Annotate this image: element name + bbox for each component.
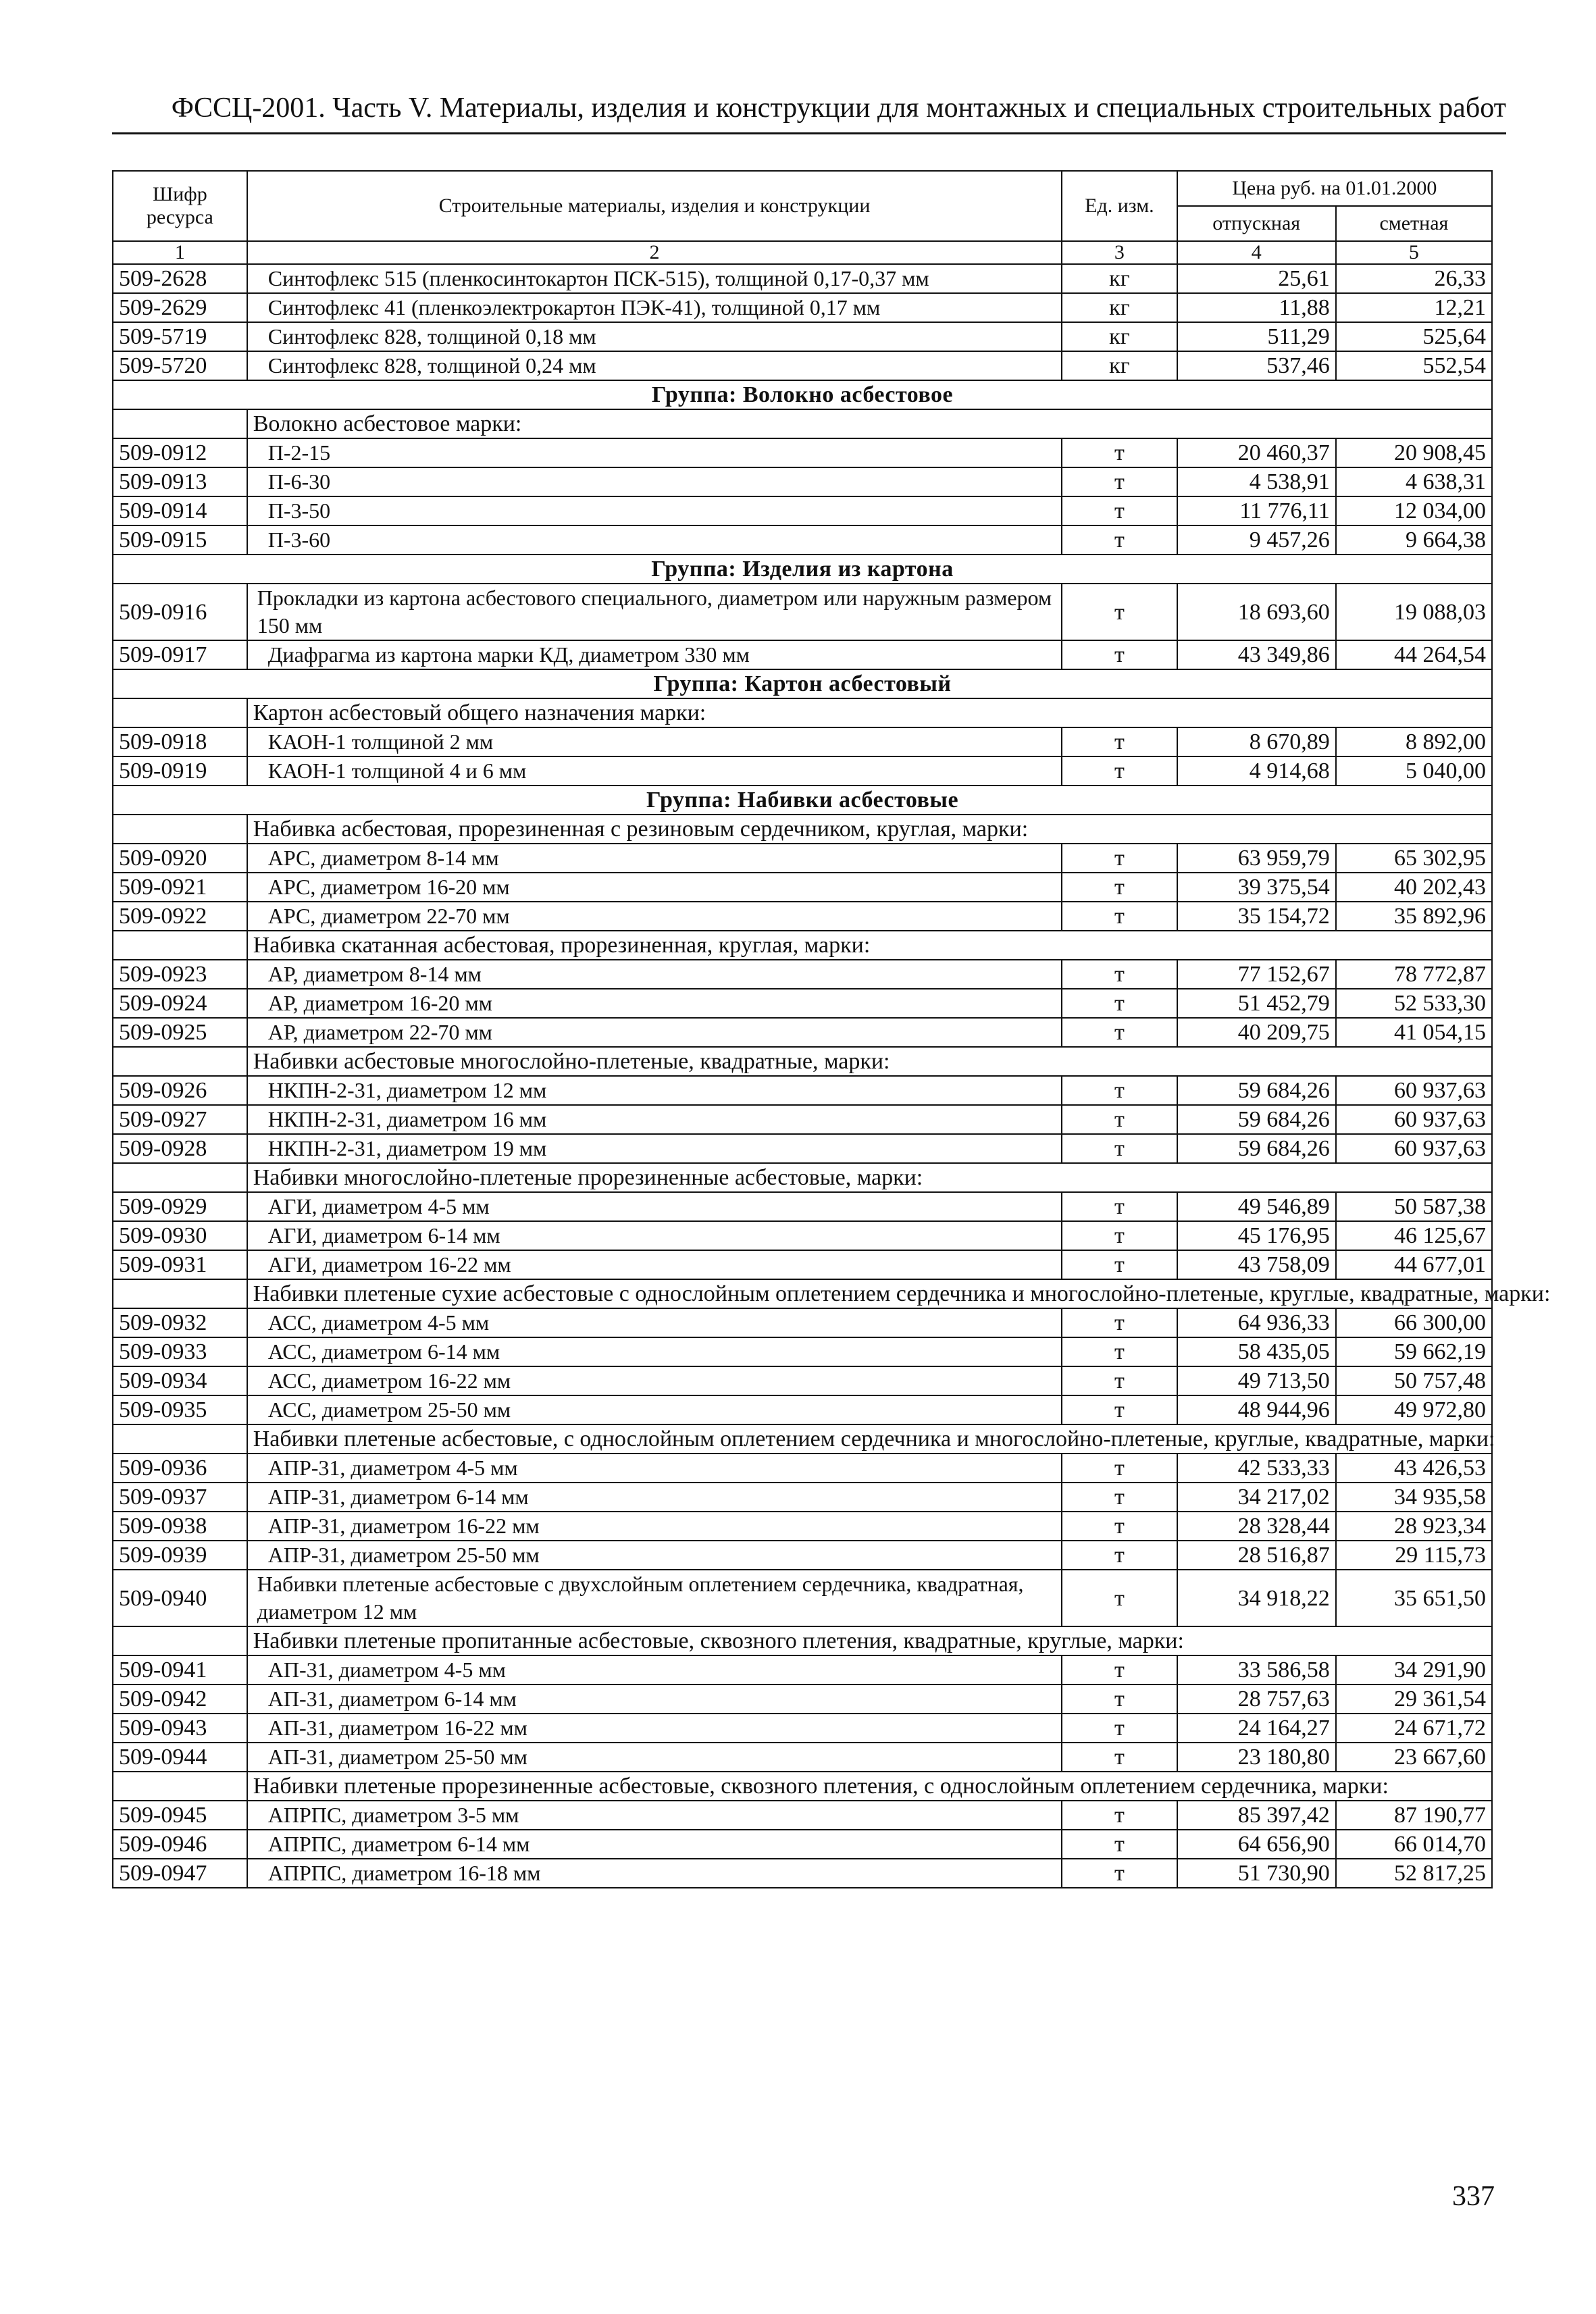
item-name: АПР-31, диаметром 4-5 мм xyxy=(247,1454,1062,1483)
subheading-text: Картон асбестовый общего назначения марки: xyxy=(247,698,1492,727)
subheading-blank xyxy=(113,1772,247,1801)
unit-cell: т xyxy=(1062,1714,1177,1743)
item-name: Синтофлекс 515 (пленкосинтокартон ПСК-515), толщиной 0,17-0,37 мм xyxy=(247,264,1062,293)
item-name: АПРПС, диаметром 3-5 мм xyxy=(247,1801,1062,1830)
item-name: КАОН-1 толщиной 4 и 6 мм xyxy=(247,756,1062,786)
group-heading-row xyxy=(113,669,1492,698)
resource-code: 509-0927 xyxy=(113,1105,247,1134)
unit-cell: кг xyxy=(1062,264,1177,293)
header-rule xyxy=(112,132,1506,134)
group-heading-row xyxy=(113,555,1492,584)
subheading-text: Набивки плетеные сухие асбестовые с однослойным оплетением сердечника и многослойно-плетеные, круглые, квадратные, марки: xyxy=(247,1279,1492,1308)
resource-code: 509-0928 xyxy=(113,1134,247,1163)
table-row xyxy=(113,640,1492,669)
unit-cell: т xyxy=(1062,496,1177,525)
col-price-header: Цена руб. на 01.01.2000 xyxy=(1177,171,1492,206)
item-name: П-2-15 xyxy=(247,438,1062,467)
table-row xyxy=(113,1395,1492,1424)
unit-cell: т xyxy=(1062,1076,1177,1105)
release-price: 59 684,26 xyxy=(1177,1134,1336,1163)
release-price: 49 546,89 xyxy=(1177,1192,1336,1221)
item-name: АР, диаметром 8-14 мм xyxy=(247,960,1062,989)
subheading-row xyxy=(113,1047,1492,1076)
subheading-blank xyxy=(113,1163,247,1192)
item-name: АПРПС, диаметром 16-18 мм xyxy=(247,1859,1062,1888)
estimate-price: 34 291,90 xyxy=(1336,1655,1492,1685)
unit-cell: т xyxy=(1062,1134,1177,1163)
resource-code: 509-0944 xyxy=(113,1743,247,1772)
estimate-price: 29 115,73 xyxy=(1336,1541,1492,1570)
release-price: 511,29 xyxy=(1177,322,1336,351)
unit-cell: т xyxy=(1062,1250,1177,1279)
resource-code: 509-0920 xyxy=(113,844,247,873)
estimate-price: 52 533,30 xyxy=(1336,989,1492,1018)
table-row xyxy=(113,467,1492,496)
subheading-blank xyxy=(113,1424,247,1454)
estimate-price: 28 923,34 xyxy=(1336,1512,1492,1541)
release-price: 51 452,79 xyxy=(1177,989,1336,1018)
item-name: АПР-31, диаметром 6-14 мм xyxy=(247,1483,1062,1512)
resource-code: 509-0935 xyxy=(113,1395,247,1424)
subheading-row xyxy=(113,931,1492,960)
resource-code: 509-0933 xyxy=(113,1337,247,1366)
estimate-price: 44 677,01 xyxy=(1336,1250,1492,1279)
estimate-price: 65 302,95 xyxy=(1336,844,1492,873)
resource-code: 509-0925 xyxy=(113,1018,247,1047)
col-number: 3 xyxy=(1062,241,1177,264)
table-row xyxy=(113,1685,1492,1714)
table-row xyxy=(113,322,1492,351)
item-name: АРС, диаметром 16-20 мм xyxy=(247,873,1062,902)
resource-code: 509-0945 xyxy=(113,1801,247,1830)
unit-cell: кг xyxy=(1062,293,1177,322)
table-row xyxy=(113,264,1492,293)
release-price: 40 209,75 xyxy=(1177,1018,1336,1047)
subheading-text: Набивки плетеные асбестовые, с однослойным оплетением сердечника и многослойно-плетеные, круглые, квадратные, марки: xyxy=(247,1424,1492,1454)
release-price: 49 713,50 xyxy=(1177,1366,1336,1395)
subheading-blank xyxy=(113,1626,247,1655)
table-row xyxy=(113,438,1492,467)
unit-cell: т xyxy=(1062,756,1177,786)
table-row xyxy=(113,1134,1492,1163)
item-name: НКПН-2-31, диаметром 19 мм xyxy=(247,1134,1062,1163)
col-number: 5 xyxy=(1336,241,1492,264)
resource-code: 509-0930 xyxy=(113,1221,247,1250)
subheading-text: Набивки плетеные пропитанные асбестовые, сквозного плетения, квадратные, круглые, марки: xyxy=(247,1626,1492,1655)
item-name: П-3-60 xyxy=(247,525,1062,555)
estimate-price: 46 125,67 xyxy=(1336,1221,1492,1250)
header-row xyxy=(113,171,1492,206)
item-name: АСС, диаметром 4-5 мм xyxy=(247,1308,1062,1337)
unit-cell: т xyxy=(1062,1655,1177,1685)
unit-cell: т xyxy=(1062,844,1177,873)
item-name: НКПН-2-31, диаметром 16 мм xyxy=(247,1105,1062,1134)
table-row xyxy=(113,496,1492,525)
table-row xyxy=(113,873,1492,902)
unit-cell: т xyxy=(1062,1830,1177,1859)
table-row xyxy=(113,1512,1492,1541)
release-price: 42 533,33 xyxy=(1177,1454,1336,1483)
unit-cell: т xyxy=(1062,438,1177,467)
table-row xyxy=(113,1308,1492,1337)
estimate-price: 50 757,48 xyxy=(1336,1366,1492,1395)
release-price: 59 684,26 xyxy=(1177,1105,1336,1134)
release-price: 51 730,90 xyxy=(1177,1859,1336,1888)
release-price: 33 586,58 xyxy=(1177,1655,1336,1685)
table-row xyxy=(113,1830,1492,1859)
release-price: 11,88 xyxy=(1177,293,1336,322)
item-name: АСС, диаметром 6-14 мм xyxy=(247,1337,1062,1366)
unit-cell: т xyxy=(1062,1018,1177,1047)
release-price: 34 217,02 xyxy=(1177,1483,1336,1512)
unit-cell: т xyxy=(1062,727,1177,756)
page-number: 337 xyxy=(1452,2181,1495,2212)
subheading-text: Набивки плетеные прорезиненные асбестовые, сквозного плетения, с однослойным оплетением сердечника, марки: xyxy=(247,1772,1492,1801)
release-price: 537,46 xyxy=(1177,351,1336,380)
release-price: 24 164,27 xyxy=(1177,1714,1336,1743)
table-row xyxy=(113,584,1492,640)
release-price: 48 944,96 xyxy=(1177,1395,1336,1424)
table-row xyxy=(113,1105,1492,1134)
unit-cell: т xyxy=(1062,1366,1177,1395)
release-price: 18 693,60 xyxy=(1177,584,1336,640)
item-name: АПР-31, диаметром 16-22 мм xyxy=(247,1512,1062,1541)
table-row xyxy=(113,1454,1492,1483)
item-name: АП-31, диаметром 4-5 мм xyxy=(247,1655,1062,1685)
item-name: АР, диаметром 22-70 мм xyxy=(247,1018,1062,1047)
subheading-text: Волокно асбестовое марки: xyxy=(247,409,1492,438)
estimate-price: 60 937,63 xyxy=(1336,1076,1492,1105)
unit-cell: т xyxy=(1062,584,1177,640)
item-name: АР, диаметром 16-20 мм xyxy=(247,989,1062,1018)
resource-code: 509-0915 xyxy=(113,525,247,555)
table-row xyxy=(113,1018,1492,1047)
table-row xyxy=(113,1714,1492,1743)
estimate-price: 8 892,00 xyxy=(1336,727,1492,756)
unit-cell: т xyxy=(1062,873,1177,902)
unit-cell: кг xyxy=(1062,322,1177,351)
estimate-price: 4 638,31 xyxy=(1336,467,1492,496)
resource-code: 509-0916 xyxy=(113,584,247,640)
unit-cell: т xyxy=(1062,1570,1177,1626)
item-name: П-3-50 xyxy=(247,496,1062,525)
resource-code: 509-0947 xyxy=(113,1859,247,1888)
release-price: 11 776,11 xyxy=(1177,496,1336,525)
estimate-price: 52 817,25 xyxy=(1336,1859,1492,1888)
group-heading: Группа: Набивки асбестовые xyxy=(113,786,1492,815)
unit-cell: т xyxy=(1062,1743,1177,1772)
estimate-price: 59 662,19 xyxy=(1336,1337,1492,1366)
subheading-row xyxy=(113,409,1492,438)
estimate-price: 552,54 xyxy=(1336,351,1492,380)
estimate-price: 35 892,96 xyxy=(1336,902,1492,931)
estimate-price: 60 937,63 xyxy=(1336,1105,1492,1134)
table-row xyxy=(113,902,1492,931)
resource-code: 509-0931 xyxy=(113,1250,247,1279)
estimate-price: 44 264,54 xyxy=(1336,640,1492,669)
release-price: 4 538,91 xyxy=(1177,467,1336,496)
page-header: ФССЦ-2001. Часть V. Материалы, изделия и конструкции для монтажных и специальных строительных работ xyxy=(171,93,1506,124)
group-heading: Группа: Изделия из картона xyxy=(113,555,1492,584)
estimate-price: 41 054,15 xyxy=(1336,1018,1492,1047)
release-price: 39 375,54 xyxy=(1177,873,1336,902)
resource-code: 509-0934 xyxy=(113,1366,247,1395)
release-price: 34 918,22 xyxy=(1177,1570,1336,1626)
unit-cell: т xyxy=(1062,1192,1177,1221)
release-price: 64 936,33 xyxy=(1177,1308,1336,1337)
resource-code: 509-5719 xyxy=(113,322,247,351)
item-name: АСС, диаметром 25-50 мм xyxy=(247,1395,1062,1424)
table-row xyxy=(113,1801,1492,1830)
subheading-blank xyxy=(113,815,247,844)
resource-code: 509-0937 xyxy=(113,1483,247,1512)
unit-cell: т xyxy=(1062,1221,1177,1250)
resource-code: 509-0919 xyxy=(113,756,247,786)
table-row xyxy=(113,960,1492,989)
subheading-row xyxy=(113,698,1492,727)
resource-code: 509-0942 xyxy=(113,1685,247,1714)
estimate-price: 9 664,38 xyxy=(1336,525,1492,555)
release-price: 25,61 xyxy=(1177,264,1336,293)
release-price: 20 460,37 xyxy=(1177,438,1336,467)
resource-code: 509-2628 xyxy=(113,264,247,293)
column-number-row xyxy=(113,241,1492,264)
estimate-price: 66 014,70 xyxy=(1336,1830,1492,1859)
estimate-price: 26,33 xyxy=(1336,264,1492,293)
item-name: АПР-31, диаметром 25-50 мм xyxy=(247,1541,1062,1570)
resource-code: 509-0929 xyxy=(113,1192,247,1221)
table-row xyxy=(113,1337,1492,1366)
estimate-price: 19 088,03 xyxy=(1336,584,1492,640)
resource-code: 509-2629 xyxy=(113,293,247,322)
release-price: 8 670,89 xyxy=(1177,727,1336,756)
table-row xyxy=(113,351,1492,380)
resource-code: 509-5720 xyxy=(113,351,247,380)
item-name: АП-31, диаметром 16-22 мм xyxy=(247,1714,1062,1743)
release-price: 35 154,72 xyxy=(1177,902,1336,931)
table-row xyxy=(113,1483,1492,1512)
item-name: НКПН-2-31, диаметром 12 мм xyxy=(247,1076,1062,1105)
resource-code: 509-0939 xyxy=(113,1541,247,1570)
estimate-price: 23 667,60 xyxy=(1336,1743,1492,1772)
resource-code: 509-0918 xyxy=(113,727,247,756)
subheading-row xyxy=(113,1772,1492,1801)
release-price: 4 914,68 xyxy=(1177,756,1336,786)
estimate-price: 60 937,63 xyxy=(1336,1134,1492,1163)
table-row xyxy=(113,1221,1492,1250)
table-row xyxy=(113,293,1492,322)
subheading-blank xyxy=(113,931,247,960)
estimate-price: 87 190,77 xyxy=(1336,1801,1492,1830)
col-unit-header: Ед. изм. xyxy=(1062,171,1177,241)
estimate-price: 50 587,38 xyxy=(1336,1192,1492,1221)
estimate-price: 12 034,00 xyxy=(1336,496,1492,525)
item-name: Набивки плетеные асбестовые с двухслойным оплетением сердечника, квадратная, диаметром 12 мм xyxy=(247,1570,1062,1626)
estimate-price: 35 651,50 xyxy=(1336,1570,1492,1626)
resource-code: 509-0914 xyxy=(113,496,247,525)
col-number: 4 xyxy=(1177,241,1336,264)
price-table xyxy=(112,170,1551,1888)
col-name-header: Строительные материалы, изделия и конструкции xyxy=(247,171,1062,241)
release-price: 28 516,87 xyxy=(1177,1541,1336,1570)
col-estimate-header: сметная xyxy=(1336,206,1492,241)
table-row xyxy=(113,727,1492,756)
table-body xyxy=(113,171,1551,1888)
table-row xyxy=(113,1859,1492,1888)
item-name: Прокладки из картона асбестового специального, диаметром или наружным размером 150 мм xyxy=(247,584,1062,640)
unit-cell: т xyxy=(1062,467,1177,496)
unit-cell: т xyxy=(1062,1512,1177,1541)
table-row xyxy=(113,1655,1492,1685)
release-price: 85 397,42 xyxy=(1177,1801,1336,1830)
group-heading: Группа: Волокно асбестовое xyxy=(113,380,1492,409)
item-name: АГИ, диаметром 16-22 мм xyxy=(247,1250,1062,1279)
item-name: АП-31, диаметром 25-50 мм xyxy=(247,1743,1062,1772)
unit-cell: т xyxy=(1062,1337,1177,1366)
subheading-text: Набивка скатанная асбестовая, прорезиненная, круглая, марки: xyxy=(247,931,1492,960)
estimate-price: 43 426,53 xyxy=(1336,1454,1492,1483)
unit-cell: т xyxy=(1062,1859,1177,1888)
resource-code: 509-0936 xyxy=(113,1454,247,1483)
resource-code: 509-0921 xyxy=(113,873,247,902)
estimate-price: 78 772,87 xyxy=(1336,960,1492,989)
col-code-header: Шифр ресурса xyxy=(113,171,247,241)
subheading-text: Набивка асбестовая, прорезиненная с резиновым сердечником, круглая, марки: xyxy=(247,815,1492,844)
estimate-price: 40 202,43 xyxy=(1336,873,1492,902)
table-row xyxy=(113,525,1492,555)
unit-cell: т xyxy=(1062,1454,1177,1483)
estimate-price: 525,64 xyxy=(1336,322,1492,351)
estimate-price: 24 671,72 xyxy=(1336,1714,1492,1743)
col-release-header: отпускная xyxy=(1177,206,1336,241)
table-row xyxy=(113,1192,1492,1221)
table-row xyxy=(113,1076,1492,1105)
unit-cell: т xyxy=(1062,1105,1177,1134)
estimate-price: 20 908,45 xyxy=(1336,438,1492,467)
estimate-price: 66 300,00 xyxy=(1336,1308,1492,1337)
unit-cell: т xyxy=(1062,640,1177,669)
table-row xyxy=(113,1743,1492,1772)
unit-cell: кг xyxy=(1062,351,1177,380)
resource-code: 509-0940 xyxy=(113,1570,247,1626)
subheading-blank xyxy=(113,409,247,438)
col-number: 1 xyxy=(113,241,247,264)
unit-cell: т xyxy=(1062,1308,1177,1337)
subheading-row xyxy=(113,1626,1492,1655)
item-name: КАОН-1 толщиной 2 мм xyxy=(247,727,1062,756)
item-name: АПРПС, диаметром 6-14 мм xyxy=(247,1830,1062,1859)
item-name: Синтофлекс 828, толщиной 0,24 мм xyxy=(247,351,1062,380)
subheading-text: Набивки многослойно-плетеные прорезиненные асбестовые, марки: xyxy=(247,1163,1492,1192)
group-heading-row xyxy=(113,380,1492,409)
release-price: 28 328,44 xyxy=(1177,1512,1336,1541)
resource-code: 509-0946 xyxy=(113,1830,247,1859)
subheading-row xyxy=(113,1163,1492,1192)
col-number: 2 xyxy=(247,241,1062,264)
item-name: АГИ, диаметром 6-14 мм xyxy=(247,1221,1062,1250)
table-row xyxy=(113,1366,1492,1395)
item-name: Синтофлекс 828, толщиной 0,18 мм xyxy=(247,322,1062,351)
item-name: АГИ, диаметром 4-5 мм xyxy=(247,1192,1062,1221)
unit-cell: т xyxy=(1062,1685,1177,1714)
unit-cell: т xyxy=(1062,1541,1177,1570)
resource-code: 509-0917 xyxy=(113,640,247,669)
release-price: 58 435,05 xyxy=(1177,1337,1336,1366)
subheading-text: Набивки асбестовые многослойно-плетеные, квадратные, марки: xyxy=(247,1047,1492,1076)
table-row xyxy=(113,756,1492,786)
subheading-blank xyxy=(113,698,247,727)
estimate-price: 12,21 xyxy=(1336,293,1492,322)
item-name: П-6-30 xyxy=(247,467,1062,496)
resource-code: 509-0926 xyxy=(113,1076,247,1105)
estimate-price: 34 935,58 xyxy=(1336,1483,1492,1512)
release-price: 43 349,86 xyxy=(1177,640,1336,669)
table-row xyxy=(113,989,1492,1018)
group-heading-row xyxy=(113,786,1492,815)
release-price: 23 180,80 xyxy=(1177,1743,1336,1772)
release-price: 9 457,26 xyxy=(1177,525,1336,555)
table-row xyxy=(113,1250,1492,1279)
release-price: 77 152,67 xyxy=(1177,960,1336,989)
unit-cell: т xyxy=(1062,989,1177,1018)
unit-cell: т xyxy=(1062,1483,1177,1512)
estimate-price: 49 972,80 xyxy=(1336,1395,1492,1424)
unit-cell: т xyxy=(1062,1801,1177,1830)
unit-cell: т xyxy=(1062,902,1177,931)
resource-code: 509-0913 xyxy=(113,467,247,496)
release-price: 43 758,09 xyxy=(1177,1250,1336,1279)
resource-code: 509-0938 xyxy=(113,1512,247,1541)
item-name: АРС, диаметром 22-70 мм xyxy=(247,902,1062,931)
item-name: АП-31, диаметром 6-14 мм xyxy=(247,1685,1062,1714)
estimate-price: 29 361,54 xyxy=(1336,1685,1492,1714)
item-name: АРС, диаметром 8-14 мм xyxy=(247,844,1062,873)
resource-code: 509-0941 xyxy=(113,1655,247,1685)
item-name: АСС, диаметром 16-22 мм xyxy=(247,1366,1062,1395)
item-name: Диафрагма из картона марки КД, диаметром 330 мм xyxy=(247,640,1062,669)
item-name: Синтофлекс 41 (пленкоэлектрокартон ПЭК-41), толщиной 0,17 мм xyxy=(247,293,1062,322)
table-row xyxy=(113,844,1492,873)
release-price: 64 656,90 xyxy=(1177,1830,1336,1859)
table-row xyxy=(113,1570,1492,1626)
release-price: 59 684,26 xyxy=(1177,1076,1336,1105)
subheading-row xyxy=(113,1424,1492,1454)
resource-code: 509-0943 xyxy=(113,1714,247,1743)
resource-code: 509-0922 xyxy=(113,902,247,931)
subheading-row xyxy=(113,815,1492,844)
subheading-blank xyxy=(113,1047,247,1076)
estimate-price: 5 040,00 xyxy=(1336,756,1492,786)
release-price: 28 757,63 xyxy=(1177,1685,1336,1714)
resource-code: 509-0932 xyxy=(113,1308,247,1337)
subheading-row xyxy=(113,1279,1492,1308)
unit-cell: т xyxy=(1062,960,1177,989)
release-price: 45 176,95 xyxy=(1177,1221,1336,1250)
unit-cell: т xyxy=(1062,525,1177,555)
subheading-blank xyxy=(113,1279,247,1308)
table-row xyxy=(113,1541,1492,1570)
unit-cell: т xyxy=(1062,1395,1177,1424)
resource-code: 509-0912 xyxy=(113,438,247,467)
resource-code: 509-0924 xyxy=(113,989,247,1018)
resource-code: 509-0923 xyxy=(113,960,247,989)
group-heading: Группа: Картон асбестовый xyxy=(113,669,1492,698)
release-price: 63 959,79 xyxy=(1177,844,1336,873)
